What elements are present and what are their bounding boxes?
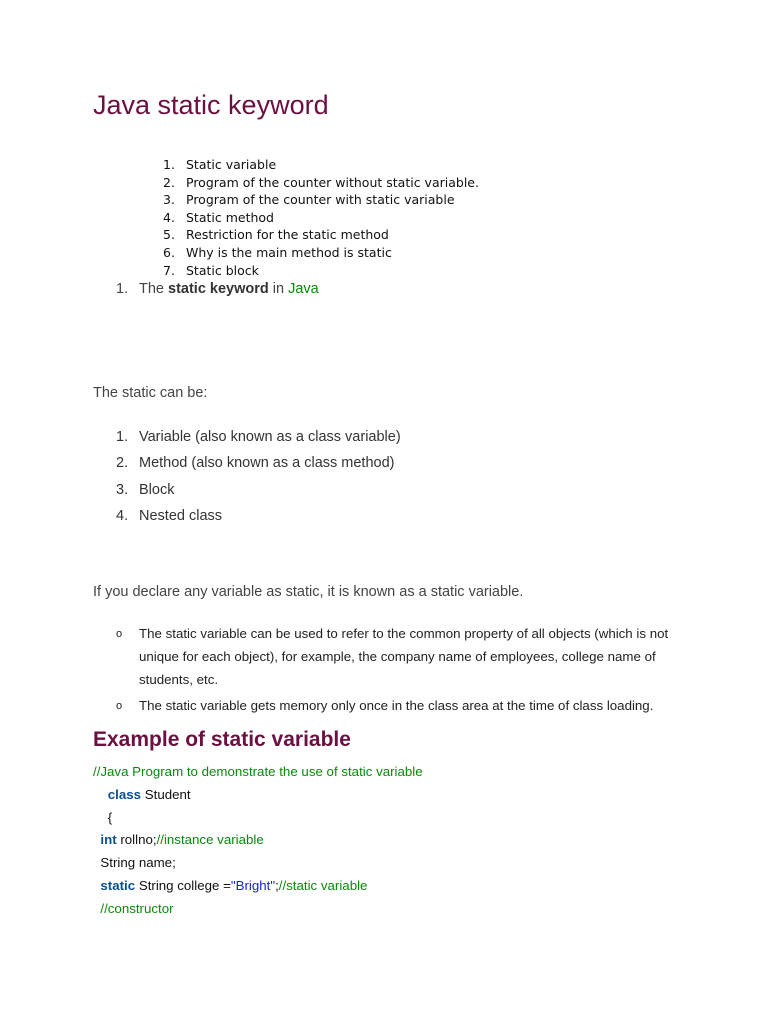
toc-item[interactable]: 5. Restriction for the static method <box>163 227 389 243</box>
code-line: //Java Program to demonstrate the use of static variable <box>93 764 423 779</box>
list-item: 4. Nested class <box>116 508 223 525</box>
example-heading: Example of static variable <box>93 728 351 751</box>
code-line: String name; <box>100 855 176 871</box>
toc-item[interactable]: 7. Static block <box>163 262 259 278</box>
bullet-icon: o <box>116 628 123 640</box>
code-line: //constructor <box>100 900 174 916</box>
code-line: class Student <box>107 786 191 802</box>
table-of-contents <box>160 156 479 279</box>
toc-item[interactable]: 4. Static method <box>163 209 274 225</box>
code-line: { <box>107 809 113 825</box>
code-line: static String college ="Bright";//static variable <box>100 877 368 893</box>
bullet-item: o The static variable can be used to refer to the common property of all objects (which is not unique for each object), for example, the company name of employees, college name of students, etc. <box>116 623 678 691</box>
code-block <box>93 761 423 921</box>
toc-item[interactable]: 6. Why is the main method is static <box>163 244 392 260</box>
section-text-bold: static keyword <box>168 281 269 297</box>
static-variable-definition: If you declare any variable as static, it is known as a static variable. <box>93 584 524 600</box>
section-heading-static-keyword <box>116 281 319 297</box>
bullet-item: o The static variable gets memory only once in the class area at the time of class loading. <box>116 695 678 718</box>
section-number: 1. <box>116 281 129 297</box>
page-title: Java static keyword <box>93 90 329 120</box>
toc-item[interactable]: 3. Program of the counter with static variable <box>163 192 455 208</box>
static-variable-bullets <box>116 623 678 722</box>
section-text-mid: in <box>268 281 289 297</box>
java-link[interactable]: Java <box>288 281 319 297</box>
code-line: int rollno;//instance variable <box>100 832 264 848</box>
bullet-icon: o <box>116 700 123 713</box>
static-can-be-list <box>116 424 401 530</box>
list-item: 1. Variable (also known as a class variable) <box>116 429 401 445</box>
list-item: 3. Block <box>116 481 175 498</box>
toc-item[interactable]: 1. Static variable <box>163 157 277 172</box>
intro-paragraph: The static can be: <box>93 385 208 401</box>
toc-item[interactable]: 2. Program of the counter without static variable. <box>163 174 479 190</box>
list-item: 2. Method (also known as a class method) <box>116 455 395 472</box>
section-text-pre: The <box>139 281 169 297</box>
